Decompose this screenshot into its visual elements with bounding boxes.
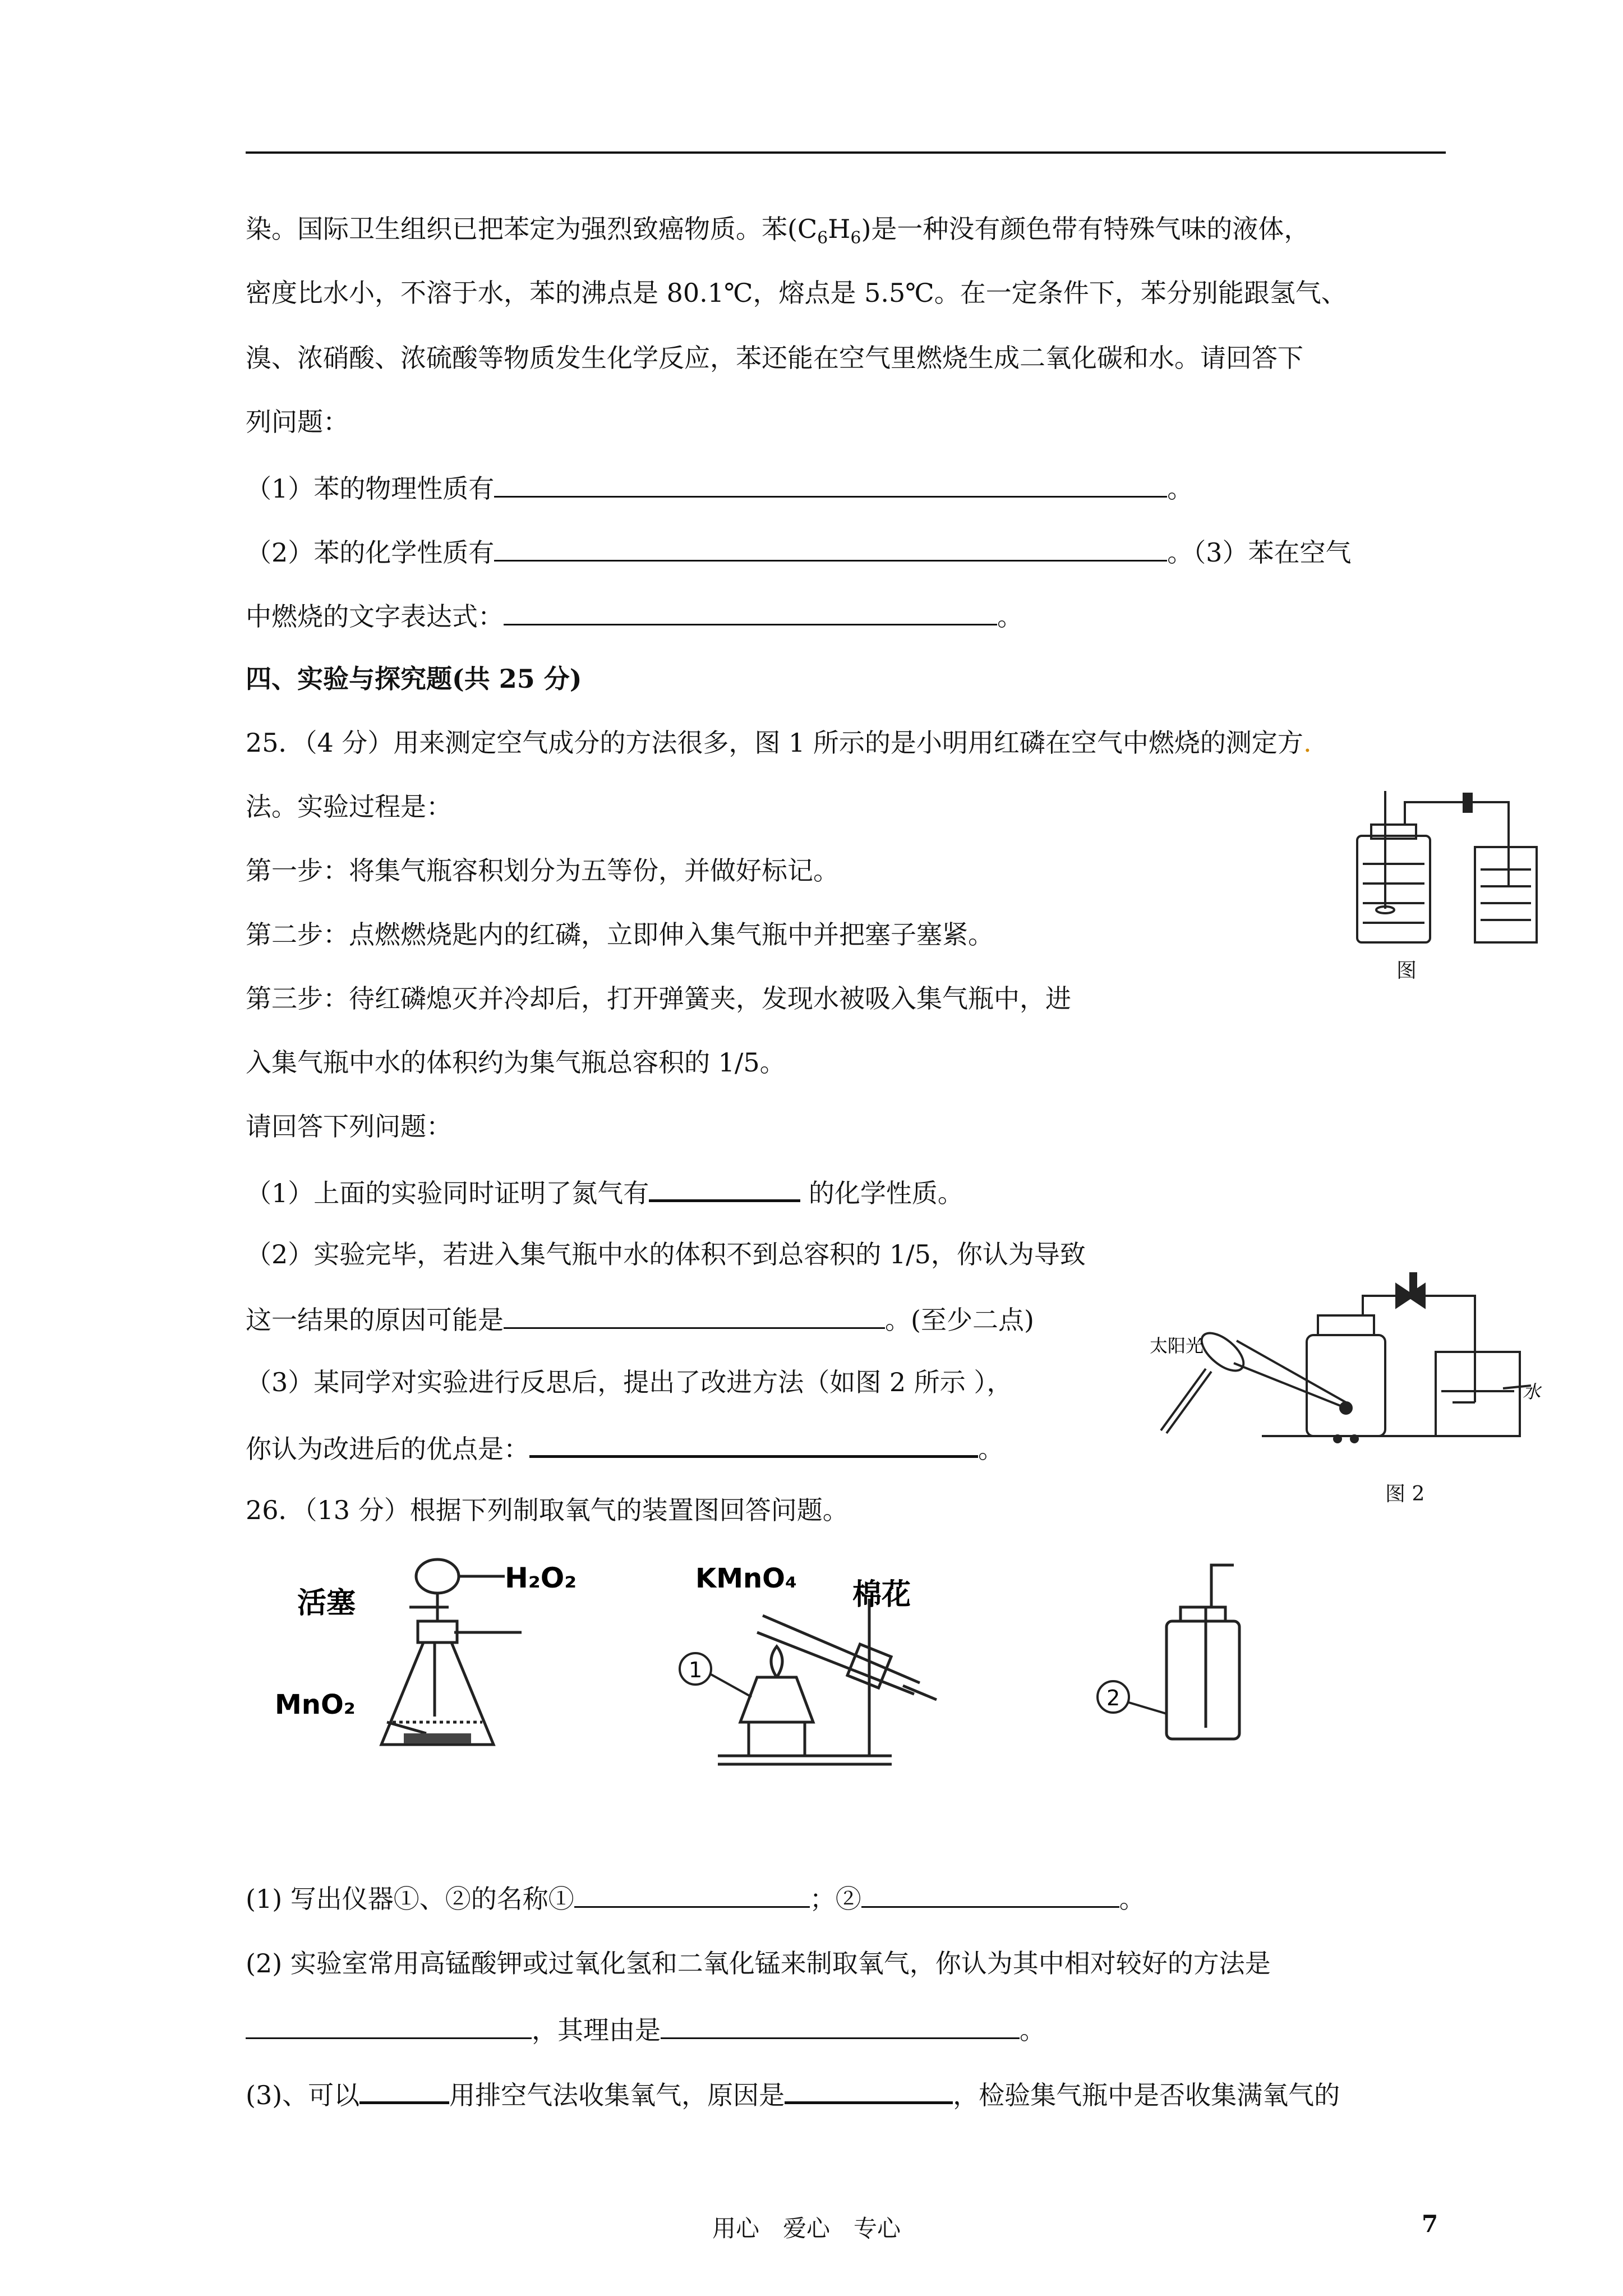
figure-2-apparatus (1138, 1268, 1542, 1470)
beaker (1436, 1352, 1520, 1436)
glass-tube (1405, 802, 1509, 886)
glass-tube (1363, 1296, 1475, 1402)
section-heading: 四、实验与探究题(共 25 分) (246, 664, 582, 694)
question-24-2: （2）苯的化学性质有 。（3）苯在空气 (246, 534, 1352, 569)
question-25-3-cont: 你认为改进后的优点是： 。 (246, 1429, 1004, 1466)
answer-blank[interactable] (574, 1880, 810, 1908)
text-line: 溴、浓硝酸、浓硫酸等物质发生化学反应，苯还能在空气里燃烧生成二氧化碳和水。请回答下 (246, 343, 1303, 373)
label-h2o2: H₂O₂ (505, 1562, 577, 1594)
question-25-2: （2）实验完毕，若进入集气瓶中水的体积不到总容积的 1/5，你认为导致 (246, 1239, 1086, 1269)
figure-oxygen-apparatus (258, 1543, 1380, 1778)
question-25-3: （3）某同学对实验进行反思后，提出了改进方法（如图 2 所示 ）， (246, 1367, 1013, 1397)
label-1: 1 (689, 1658, 703, 1682)
figure-1-caption: 图 (1396, 959, 1417, 982)
figure-1-apparatus (1340, 785, 1542, 948)
answer-blank[interactable] (785, 2076, 953, 2104)
question-25-2-cont: 这一结果的原因可能是 。(至少二点) (246, 1301, 1034, 1337)
footer-motto: 用心 爱心 专心 (712, 2215, 901, 2242)
question-26-3: (3)、可以 用排空气法收集氧气，原因是 ，检验集气瓶中是否收集满氧气的 (246, 2076, 1340, 2112)
question-24-3: 中燃烧的文字表达式： 。 (246, 598, 1023, 633)
answer-blank[interactable] (504, 598, 997, 625)
beaker (1475, 847, 1537, 942)
text-line: 请回答下列问题： (246, 1111, 452, 1142)
question-26-2-cont: ，其理由是 。 (246, 2012, 1045, 2047)
gas-bottle (1307, 1335, 1385, 1436)
text-line: 法。实验过程是： (246, 792, 452, 822)
answer-blank[interactable] (661, 2012, 1020, 2039)
text-line: 密度比水小，不溶于水，苯的沸点是 80.1℃，熔点是 5.5℃。在一定条件下，苯分别能跟氢气、 (246, 278, 1347, 308)
label-mno2: MnO₂ (275, 1689, 356, 1720)
question-26-intro: 26．（13 分）根据下列制取氧气的装置图回答问题。 (246, 1495, 849, 1525)
text-line: 第三步：待红磷熄灭并冷却后，打开弹簧夹，发现水被吸入集气瓶中，进 (246, 983, 1071, 1014)
label-cotton: 棉花 (852, 1578, 911, 1612)
answer-blank[interactable] (504, 1301, 885, 1329)
text-line: 染。国际卫生组织已把苯定为强烈致癌物质。苯$(C_6H_6)$是一种没有颜色带有特殊气味的液体， (246, 214, 1310, 249)
answer-blank[interactable] (494, 470, 1167, 498)
label-2: 2 (1106, 1686, 1121, 1710)
water-label: 水 (1523, 1381, 1541, 1402)
text-line: 列问题： (246, 407, 349, 437)
label-kmno4: KMnO₄ (695, 1563, 797, 1594)
heating-apparatus (718, 1599, 937, 1764)
header-rule (246, 151, 1446, 154)
question-25-intro: 25．（4 分）用来测定空气成分的方法很多，图 1 所示的是小明用红磷在空气中燃烧的测定方. (246, 728, 1312, 758)
answer-blank[interactable] (649, 1174, 800, 1202)
question-26-1: (1) 写出仪器①、②的名称① ；② 。 (246, 1880, 1145, 1916)
answer-blank[interactable] (246, 2012, 532, 2039)
text-line: 入集气瓶中水的体积约为集气瓶总容积的 1/5。 (246, 1047, 786, 1078)
page-number: 7 (1422, 2210, 1438, 2238)
text-line: 第二步：点燃燃烧匙内的红磷，立即伸入集气瓶中并把塞子塞紧。 (246, 919, 994, 950)
answer-blank[interactable] (359, 2076, 449, 2104)
label-valve: 活塞 (297, 1586, 356, 1620)
flask-apparatus (381, 1559, 522, 1745)
answer-blank[interactable] (861, 1880, 1119, 1908)
question-26-2: (2) 实验室常用高锰酸钾或过氧化氢和二氧化锰来制取氧气，你认为其中相对较好的方法是 (246, 1948, 1271, 1978)
question-25-1: （1）上面的实验同时证明了氮气有 的化学性质。 (246, 1174, 963, 1210)
gas-bottle (1357, 836, 1430, 942)
answer-blank[interactable] (529, 1429, 978, 1458)
text-line: 第一步：将集气瓶容积划分为五等份，并做好标记。 (246, 855, 839, 886)
question-24-1: （1）苯的物理性质有 。 (246, 470, 1193, 505)
figure-2-caption: 图 2 (1385, 1483, 1425, 1506)
gas-bottle-2 (1166, 1565, 1239, 1739)
sunlight-label: 太阳光 (1150, 1335, 1204, 1356)
answer-blank[interactable] (494, 534, 1167, 562)
